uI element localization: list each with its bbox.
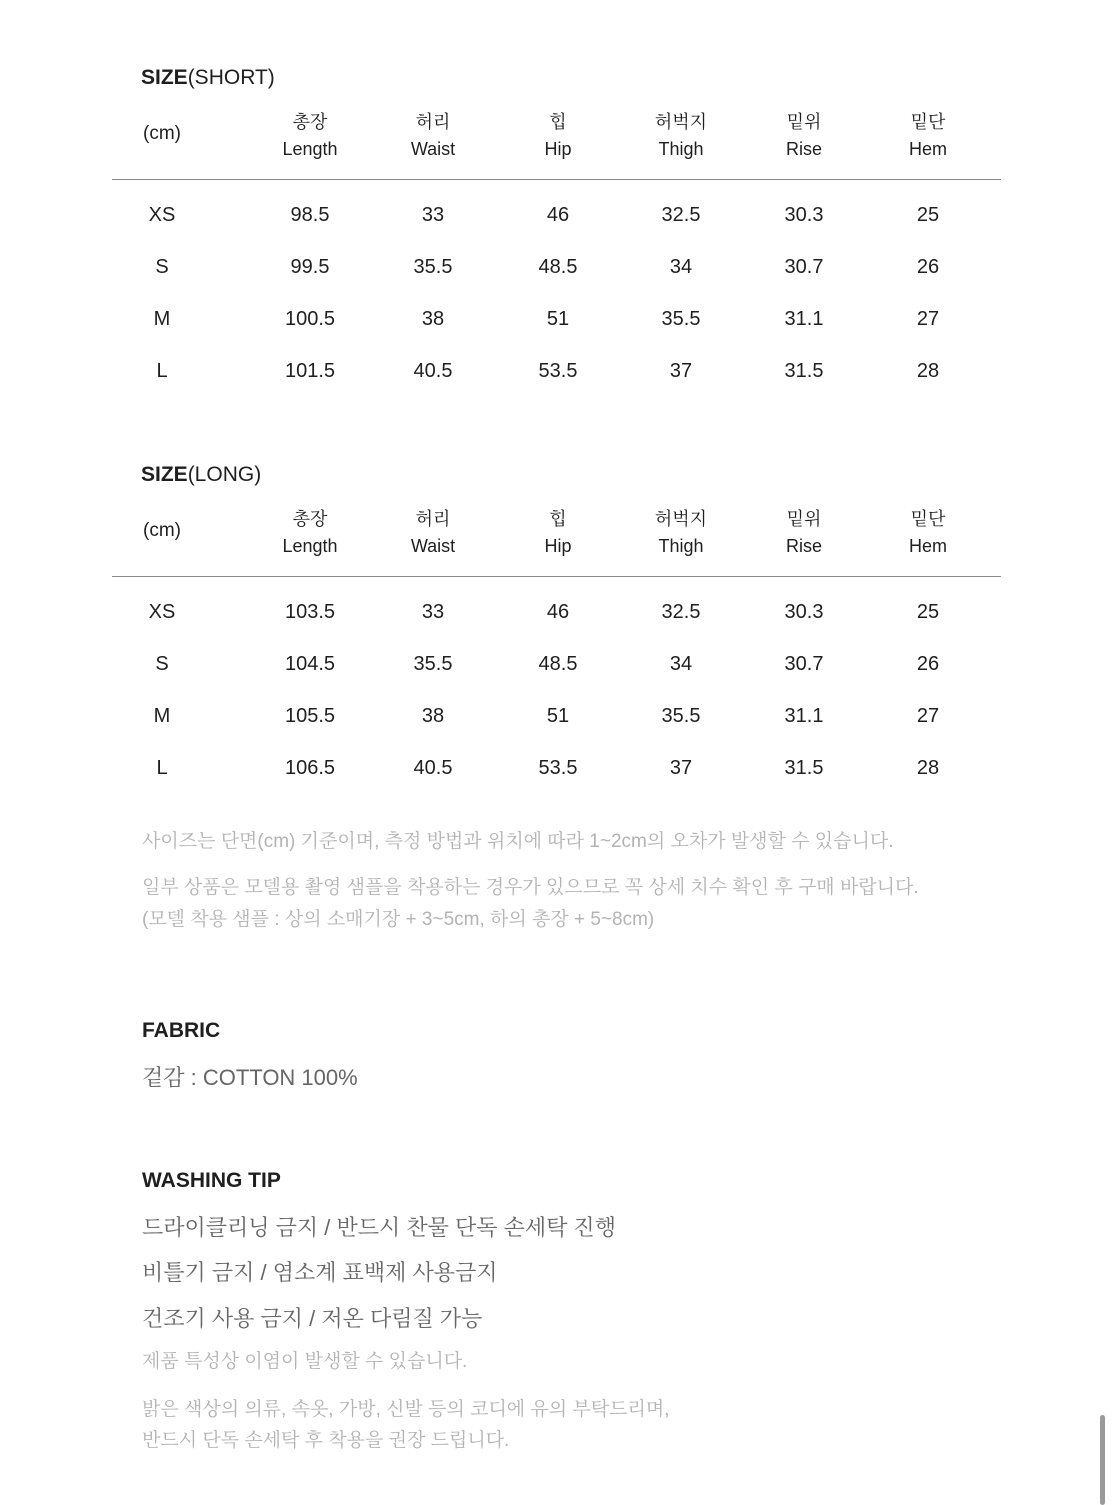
size-long-title-bold: SIZE [141, 463, 188, 486]
size-label: L [156, 360, 168, 382]
value-length: 98.5 [290, 204, 330, 226]
size-label: S [155, 256, 169, 278]
value-length: 106.5 [284, 757, 336, 779]
value-waist: 38 [421, 308, 445, 330]
value-hem: 27 [916, 705, 940, 727]
value-rise: 31.5 [784, 360, 824, 382]
value-rise: 30.7 [784, 653, 824, 675]
value-rise: 31.5 [784, 757, 824, 779]
washing-tip-item: 건조기 사용 금지 / 저온 다림질 가능 [142, 1306, 483, 1331]
size-note-model-sample: (모델 착용 샘플 : 상의 소매기장 + 3~5cm, 하의 총장 + 5~8cm) [142, 909, 655, 930]
size-long-table [112, 506, 1001, 577]
fabric-title: FABRIC [142, 1019, 221, 1042]
value-thigh: 32.5 [661, 204, 701, 226]
size-short-title [141, 65, 275, 91]
size-long-rows [112, 599, 1001, 807]
value-hem: 26 [916, 256, 940, 278]
value-waist: 35.5 [413, 653, 453, 675]
value-waist: 40.5 [413, 360, 453, 382]
size-short-title-light: (SHORT) [187, 66, 275, 89]
size-long-header [112, 506, 1001, 577]
value-hem: 26 [916, 653, 940, 675]
value-waist: 33 [421, 204, 445, 226]
value-rise: 31.1 [784, 705, 824, 727]
caution-note-coordination: 밝은 색상의 의류, 속옷, 가방, 신발 등의 코디에 유의 부탁드리며, [142, 1399, 670, 1420]
size-short-rows [112, 202, 1001, 410]
value-waist: 35.5 [413, 256, 453, 278]
table-row [112, 358, 1001, 410]
size-note-sample: 일부 상품은 모델용 촬영 샘플을 착용하는 경우가 있으므로 꼭 상세 치수 확인 후 구매 바랍니다. [142, 877, 919, 898]
header-waist: 허리 Waist [410, 509, 456, 556]
table-row [112, 703, 1001, 755]
table-row [112, 306, 1001, 358]
unit-label: (cm) [143, 123, 181, 144]
unit-label: (cm) [143, 520, 181, 541]
value-thigh: 34 [669, 653, 693, 675]
value-hip: 48.5 [538, 256, 578, 278]
value-length: 103.5 [284, 601, 336, 623]
table-row [112, 599, 1001, 651]
size-note-tolerance: 사이즈는 단면(cm) 기준이며, 측정 방법과 위치에 따라 1~2cm의 오차가 발생할 수 있습니다. [142, 831, 894, 852]
header-hip: 힙 Hip [544, 509, 572, 556]
header-thigh: 허벅지 Thigh [654, 509, 708, 556]
value-waist: 38 [421, 705, 445, 727]
table-row [112, 755, 1001, 807]
size-label: S [155, 653, 169, 675]
value-hem: 25 [916, 601, 940, 623]
value-hip: 53.5 [538, 360, 578, 382]
value-waist: 33 [421, 601, 445, 623]
value-length: 100.5 [284, 308, 336, 330]
header-thigh: 허벅지 Thigh [654, 112, 708, 159]
value-waist: 40.5 [413, 757, 453, 779]
caution-note-handwash: 반드시 단독 손세탁 후 착용을 권장 드립니다. [142, 1430, 510, 1451]
value-hip: 53.5 [538, 757, 578, 779]
value-hip: 48.5 [538, 653, 578, 675]
value-hem: 28 [916, 360, 940, 382]
header-hem: 밑단 Hem [908, 509, 947, 556]
value-hip: 46 [546, 204, 570, 226]
size-short-title-bold: SIZE [141, 66, 188, 89]
washing-tip-item: 비틀기 금지 / 염소계 표백제 사용금지 [142, 1260, 498, 1285]
value-hem: 28 [916, 757, 940, 779]
size-long-title [141, 462, 261, 488]
value-rise: 30.7 [784, 256, 824, 278]
value-hip: 51 [546, 308, 570, 330]
size-long-title-light: (LONG) [187, 463, 262, 486]
value-rise: 30.3 [784, 204, 824, 226]
caution-note-dye: 제품 특성상 이염이 발생할 수 있습니다. [142, 1351, 468, 1372]
value-thigh: 34 [669, 256, 693, 278]
table-row [112, 254, 1001, 306]
header-hip: 힙 Hip [544, 112, 572, 159]
value-hip: 46 [546, 601, 570, 623]
value-length: 101.5 [284, 360, 336, 382]
washing-tip-title: WASHING TIP [142, 1169, 281, 1192]
value-thigh: 37 [669, 757, 693, 779]
size-label: L [156, 757, 168, 779]
value-hem: 25 [916, 204, 940, 226]
value-length: 99.5 [290, 256, 330, 278]
value-thigh: 35.5 [661, 705, 701, 727]
size-label: M [153, 705, 171, 727]
size-label: M [153, 308, 171, 330]
size-label: XS [148, 204, 176, 226]
value-length: 104.5 [284, 653, 336, 675]
value-rise: 30.3 [784, 601, 824, 623]
header-rise: 밑위 Rise [785, 112, 822, 159]
washing-tip-item: 드라이클리닝 금지 / 반드시 찬물 단독 손세탁 진행 [142, 1215, 616, 1240]
value-thigh: 32.5 [661, 601, 701, 623]
fabric-value: 겉감 : COTTON 100% [142, 1065, 358, 1090]
value-thigh: 37 [669, 360, 693, 382]
value-length: 105.5 [284, 705, 336, 727]
header-length: 총장 Length [282, 112, 338, 159]
header-hem: 밑단 Hem [908, 112, 947, 159]
table-row [112, 651, 1001, 703]
table-row [112, 202, 1001, 254]
value-hem: 27 [916, 308, 940, 330]
value-rise: 31.1 [784, 308, 824, 330]
value-thigh: 35.5 [661, 308, 701, 330]
scrollbar-thumb[interactable] [1100, 1415, 1105, 1505]
header-waist: 허리 Waist [410, 112, 456, 159]
header-rise: 밑위 Rise [785, 509, 822, 556]
value-hip: 51 [546, 705, 570, 727]
size-short-header [112, 109, 1001, 180]
size-label: XS [148, 601, 176, 623]
header-length: 총장 Length [282, 509, 338, 556]
